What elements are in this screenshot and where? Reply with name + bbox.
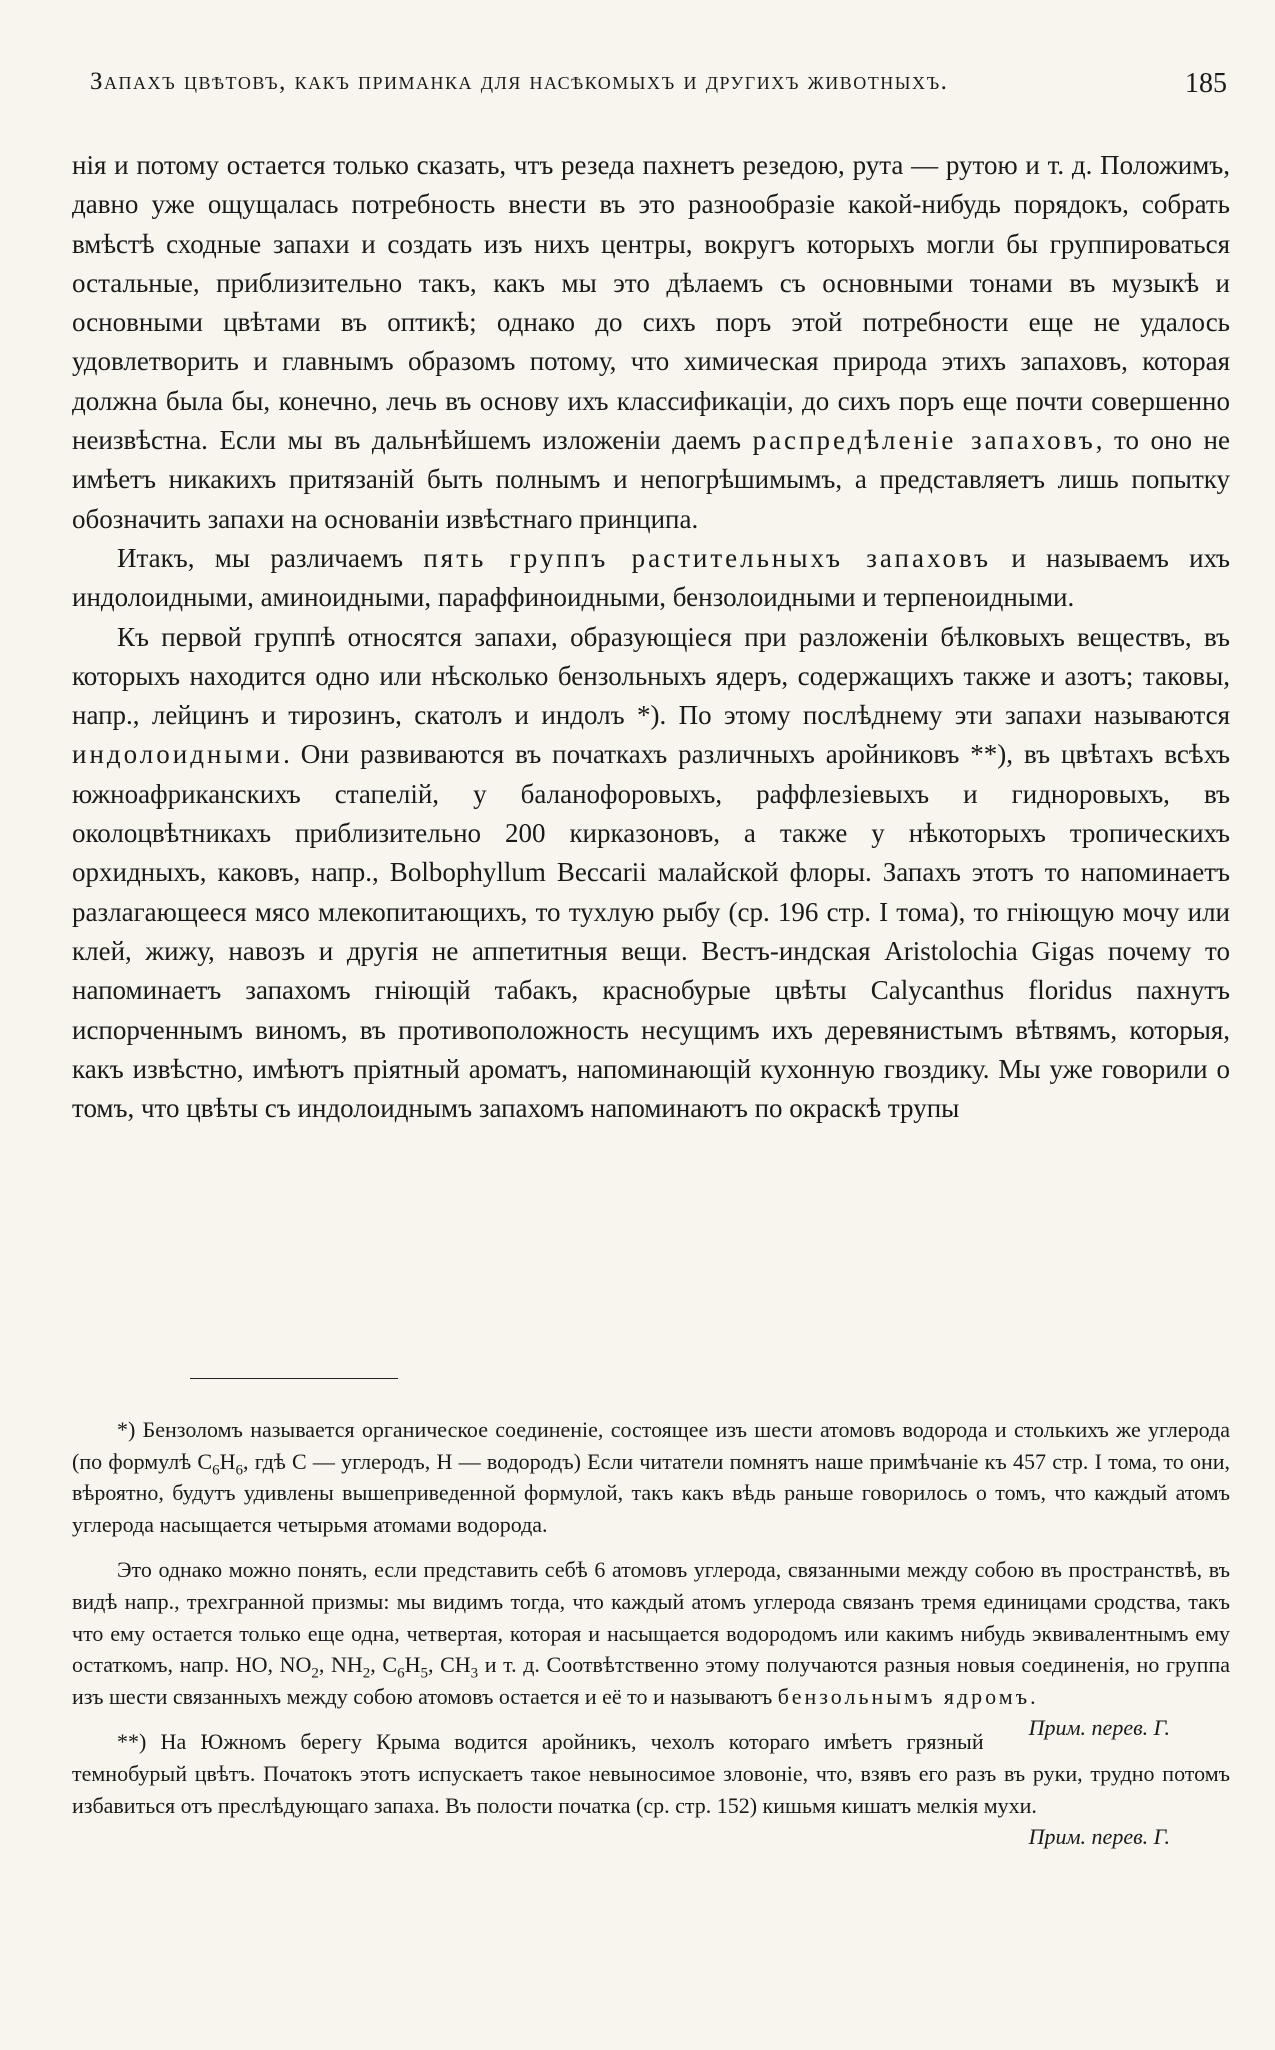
p1-text-b: , то оно не имѣетъ никакихъ притязаній быть полнымъ и непогрѣшимымъ, а представляетъ лишь попытку обозначить запахи на основаніи извѣстнаго принципа.: [72, 425, 1230, 534]
fn1b-text-a: Это однако можно понять, если представить себѣ 6 атомовъ углерода, связанными между собою въ пространствѣ, въ видѣ напр., трехгранной призмы: мы видимъ тогда, что каждый атомъ углерода связанъ тремя единицами сродства, такъ что ему остается только еще одна, четвертая, которая и насыщается водородомъ или какимъ нибудь эквивалентнымъ ему остаткомъ, напр. HO, NO: [72, 1557, 1230, 1678]
fn1-sub-1: 6: [212, 1461, 220, 1478]
fn1-text-b: H: [219, 1448, 236, 1474]
translator-note-sign-2: Прим. перев. Г.: [1028, 1824, 1170, 1850]
p2-text-a: Итакъ, мы различаемъ: [117, 542, 424, 573]
fn1-sub-2: 6: [235, 1461, 243, 1478]
paragraph-1: [72, 146, 1230, 539]
p3-spaced-term: индолоидными: [72, 739, 284, 770]
translator-note-sign: Прим. перев. Г.: [1028, 1715, 1170, 1741]
footnote-1: [72, 1414, 1230, 1540]
p3-text-a: Къ первой группѣ относятся запахи, образующіеся при разложеніи бѣлковыхъ веществъ, въ которыхъ находится одно или нѣсколько бензольныхъ ядеръ, содержащихъ также и азотъ; таковы, напр., лейцинъ и тирозинъ, скатолъ и индолъ *). По этому послѣднему эти запахи называются: [72, 621, 1230, 731]
fn1b-text-f: и т. д. Соотвѣтственно этому получаются разныя новыя соединенія, но группа изъ шести связанныхъ между собою атомовъ остается и её то и называютъ: [72, 1652, 1230, 1709]
fn1-text-a: *) Бензоломъ называется органическое соединеніе, состоящее изъ шести атомовъ водорода и столькихъ же углерода (по формулѣ C: [72, 1417, 1230, 1474]
fn1b-sub-1: 2: [311, 1665, 319, 1682]
footnote-1-continued: [72, 1554, 1230, 1741]
fn1b-sub-2: 2: [362, 1665, 371, 1682]
p2-text-b: и называемъ ихъ индолоидными, аминоидными, параффиноидными, бензолоидными и терпеноидными.: [72, 542, 1230, 613]
page-number: 185: [1185, 68, 1227, 99]
fn1b-spaced-term: бензольнымъ ядромъ: [777, 1683, 1031, 1709]
fn1b-text-e: , CH: [427, 1652, 471, 1678]
footnote-divider: [190, 1378, 398, 1379]
footnotes: [72, 1414, 1230, 1853]
p1-spaced-term: распредѣленіе запаховъ: [752, 425, 1096, 456]
p3-text-b: . Они развиваются въ початкахъ различныхъ аройниковъ **), въ цвѣтахъ всѣхъ южноафриканскихъ стапелій, у баланофоровыхъ, раффлезіевыхъ и гидноровыхъ, въ околоцвѣтникахъ приблизительно 200 кирказоновъ, а также у нѣкоторыхъ тропическихъ орхидныхъ, каковъ, напр., Bolbophyllum Beccarii малайской флоры. Запахъ этотъ то напоминаетъ разлагающееся мясо млекопитающихъ, то тухлую рыбу (ср. 196 стр. I тома), то гніющую мочу или клей, жижу, навозъ и другія не аппетитныя вещи. Вестъ-индская Aristolochia Gigas почему то напоминаетъ запахомъ гніющій табакъ, краснобурые цвѣты Calycanthus floridus пахнутъ испорченнымъ виномъ, въ противоположность несущимъ ихъ деревянистымъ вѣтвямъ, которыя, какъ извѣстно, имѣютъ пріятный ароматъ, напоминающій кухонную гвоздику. Мы уже говорили о томъ, что цвѣты съ индолоиднымъ запахомъ напоминаютъ по окраскѣ трупы: [72, 739, 1230, 1124]
fn2-text: **) На Южномъ берегу Крыма водится аройникъ, чехолъ котораго имѣетъ грязный темнобурый цвѣтъ. Початокъ этотъ испускаетъ такое невыносимое зловоніе, что, взявъ его разъ въ руки, трудно потомъ избавиться отъ преслѣдующаго запаха. Въ полости початка (ср. стр. 152) кишьмя кишатъ мелкія мухи.: [72, 1729, 1230, 1818]
fn1b-sub-3: 6: [397, 1665, 405, 1682]
fn1b-sub-4: 5: [420, 1665, 428, 1682]
paragraph-3: [72, 618, 1230, 1129]
fn1b-sub-5: 3: [470, 1665, 479, 1682]
fn1b-text-b: , NH: [318, 1652, 363, 1678]
fn1-text-c: , гдѣ C — углеродъ, H — водородъ) Если читатели помнятъ наше примѣчаніе къ 457 стр. I тома, то они, вѣроятно, будутъ удивлены вышеприведенной формулой, такъ какъ вѣдь раньше говорилось о томъ, что каждый атомъ углерода насыщается четырьмя атомами водорода.: [72, 1448, 1230, 1537]
paragraph-2: [72, 539, 1230, 618]
fn1b-text-g: .: [1030, 1683, 1036, 1709]
fn1b-text-c: , C: [370, 1652, 398, 1678]
main-text: [72, 146, 1230, 1128]
running-header: [90, 68, 1227, 108]
p2-spaced-term: пять группъ растительныхъ запаховъ: [423, 542, 991, 573]
header-title: Запахъ цвѣтовъ, какъ приманка для насѣкомыхъ и другихъ животныхъ.: [90, 68, 949, 95]
fn1b-text-d: H: [404, 1652, 421, 1678]
p1-text-a: нія и потому остается только сказать, чтъ резеда пахнетъ резедою, рута — рутою и т. д. Положимъ, давно уже ощущалась потребность внести въ это разнообразіе какой-нибудь порядокъ, собрать вмѣстѣ сходные запахи и создать изъ нихъ центры, вокругъ которыхъ могли бы группироваться остальные, приблизительно такъ, какъ мы это дѣлаемъ съ основными тонами въ музыкѣ и основными цвѣтами въ оптикѣ; однако до сихъ поръ этой потребности еще не удалось удовлетворить и главнымъ образомъ потому, что химическая природа этихъ запаховъ, которая должна была бы, конечно, лечь въ основу ихъ классификаціи, до сихъ поръ еще почти совершенно неизвѣстна. Если мы въ дальнѣйшемъ изложеніи даемъ: [72, 150, 1230, 456]
